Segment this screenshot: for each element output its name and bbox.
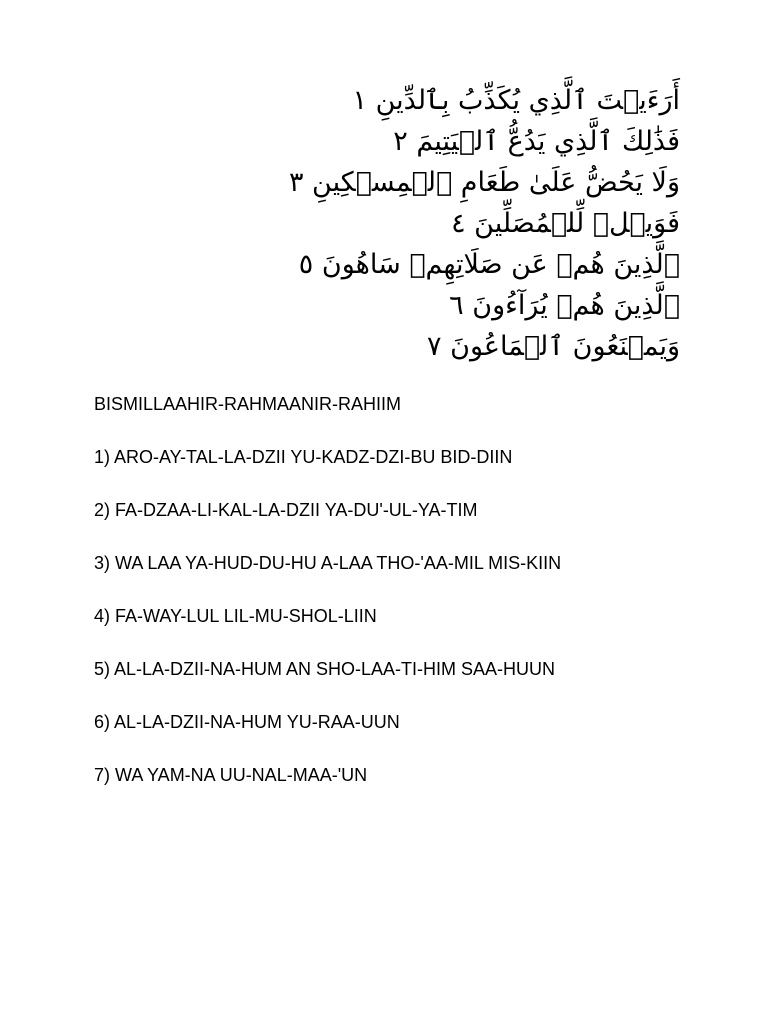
arabic-verse-4: فَوَيۡلٞ لِّلۡمُصَلِّينَ ٤ bbox=[451, 208, 680, 239]
basmala-heading: BISMILLAAHIR-RAHMAANIR-RAHIIM bbox=[94, 394, 402, 414]
arabic-verse-1: أَرَءَيۡتَ ٱلَّذِي يُكَذِّبُ بِٱلدِّينِ ١ bbox=[352, 85, 680, 116]
transliteration-line-6: 6) AL-LA-DZII-NA-HUM YU-RAA-UUN bbox=[94, 712, 400, 732]
arabic-verse-2: فَذَٰلِكَ ٱلَّذِي يَدُعُّ ٱلۡيَتِيمَ ٢ bbox=[393, 126, 680, 157]
transliteration-line-3: 3) WA LAA YA-HUD-DU-HU A-LAA THO-'AA-MIL MIS-KIIN bbox=[94, 553, 562, 573]
transliteration-line-4: 4) FA-WAY-LUL LIL-MU-SHOL-LIIN bbox=[94, 606, 377, 626]
arabic-verse-6: ٱلَّذِينَ هُمۡ يُرَآءُونَ ٦ bbox=[449, 290, 680, 321]
transliteration-line-7: 7) WA YAM-NA UU-NAL-MAA-'UN bbox=[94, 765, 368, 785]
arabic-verse-5: ٱلَّذِينَ هُمۡ عَن صَلَاتِهِمۡ سَاهُونَ ٥ bbox=[298, 249, 680, 280]
transliteration-line-2: 2) FA-DZAA-LI-KAL-LA-DZII YA-DU'-UL-YA-TIM bbox=[94, 500, 478, 520]
arabic-text-block bbox=[288, 80, 680, 367]
arabic-verse-3: وَلَا يَحُضُّ عَلَىٰ طَعَامِ ٱلۡمِسۡكِينِ ٣ bbox=[288, 167, 680, 198]
transliteration-line-1: 1) ARO-AY-TAL-LA-DZII YU-KADZ-DZI-BU BID-DIIN bbox=[94, 447, 513, 467]
arabic-verse-7: وَيَمۡنَعُونَ ٱلۡمَاعُونَ ٧ bbox=[427, 331, 680, 362]
transliteration-line-5: 5) AL-LA-DZII-NA-HUM AN SHO-LAA-TI-HIM SAA-HUUN bbox=[94, 659, 556, 679]
